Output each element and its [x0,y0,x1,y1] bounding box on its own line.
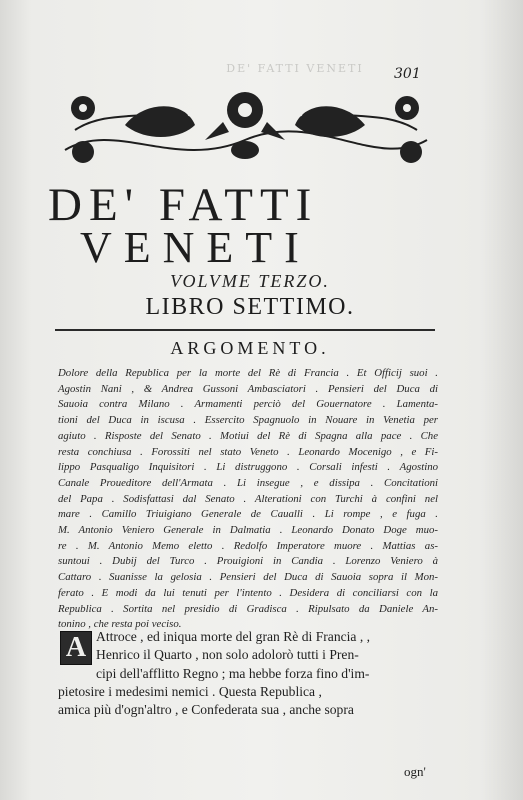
argument-line: ferato . E modi da lui tenuti per l'intento . Desidera di conciliarsi con la [58,586,438,599]
divider-rule [55,329,435,331]
argument-line: Agostin Nani , & Andrea Gussoni Ambasciatori . Pensieri del Duca di [58,382,438,395]
argument-line: Dolore della Republica per la morte del Rè di Francia . Et Officij suoi . [58,367,438,379]
argument-line: mare . Camillo Triuigiano Generale de Caualli . Li rompe , e fuga . [58,508,438,521]
argument-line: agiuto . Risposte del Senato . Motiui del Rè di Spagna alla pace . Che [58,429,438,442]
argument-line: lippo Pasqualigo Inquisitori . Li distruggono . Corsali infesti . Agostino [58,461,438,474]
floral-bird-ornament-icon [55,80,435,172]
title-line-2: VENETI [80,223,311,272]
argument-line: del Papa . Sodisfattasi dal Senato . Alterationi con Turchi à confini nel [58,492,438,505]
body-line: amica più d'ogn'altro , e Confederata sua , anche sopra [58,702,354,718]
argument-line: Republica . Sortita nel presidio di Gradisca . Ripulsato da Daniele An- [58,602,438,615]
page-number: 301 [394,66,421,82]
argument-line: M. Antonio Veniero Generale in Dalmatia . Leonardo Donato Doge muo- [58,524,438,537]
argument-summary [58,366,438,633]
argument-line: re . M. Antonio Memo eletto . Redolfo Imperatore muore . Mattias as- [58,539,438,552]
body-line: pietosire i medesimi nemici . Questa Republica , [58,683,322,699]
body-line: cipi dell'afflitto Regno ; ma hebbe forza fino d'im- [96,665,370,681]
catchword: ogn' [404,764,426,779]
body-line: Attroce , ed iniqua morte del gran Rè di Francia , , [96,629,371,644]
argument-line: tioni del Duca in iscusa . Essercito Spagnuolo in Nouare in Venetia per [58,414,438,427]
section-heading: ARGOMENTO. [170,338,330,358]
body-line: Henrico il Quarto , non solo adolorò tutti i Pren- [96,647,359,663]
argument-line: Sauoia contra Milano . Armamenti perciò del Gouernatore . Lamenta- [58,398,438,411]
argument-line: Canale Proueditore dell'Armata . Li insegue , e dissipa . Concitationi [58,476,438,489]
body-text [58,628,436,719]
volume-label: VOLVME TERZO. [170,271,330,291]
drop-cap-letter: A [65,632,87,663]
title-line-1: DE' FATTI [48,179,319,231]
argument-line: tonino , che resta poi veciso. [58,618,182,631]
bleed-through-text: DE' FATTI VENETI [226,62,364,75]
argument-line: resta conchiusa . Forossiti nel stato Veneto . Leonardo Mocenigo , e Fi- [58,445,438,458]
book-label: LIBRO SETTIMO. [145,294,355,320]
argument-line: suntoui . Dubij del Turco . Prouigioni in Candia . Lorenzo Veniero à [58,555,438,568]
argument-line: Cattaro . Suanisse la gelosia . Pensieri del Duca di Sauoia sopra il Mon- [58,571,438,584]
